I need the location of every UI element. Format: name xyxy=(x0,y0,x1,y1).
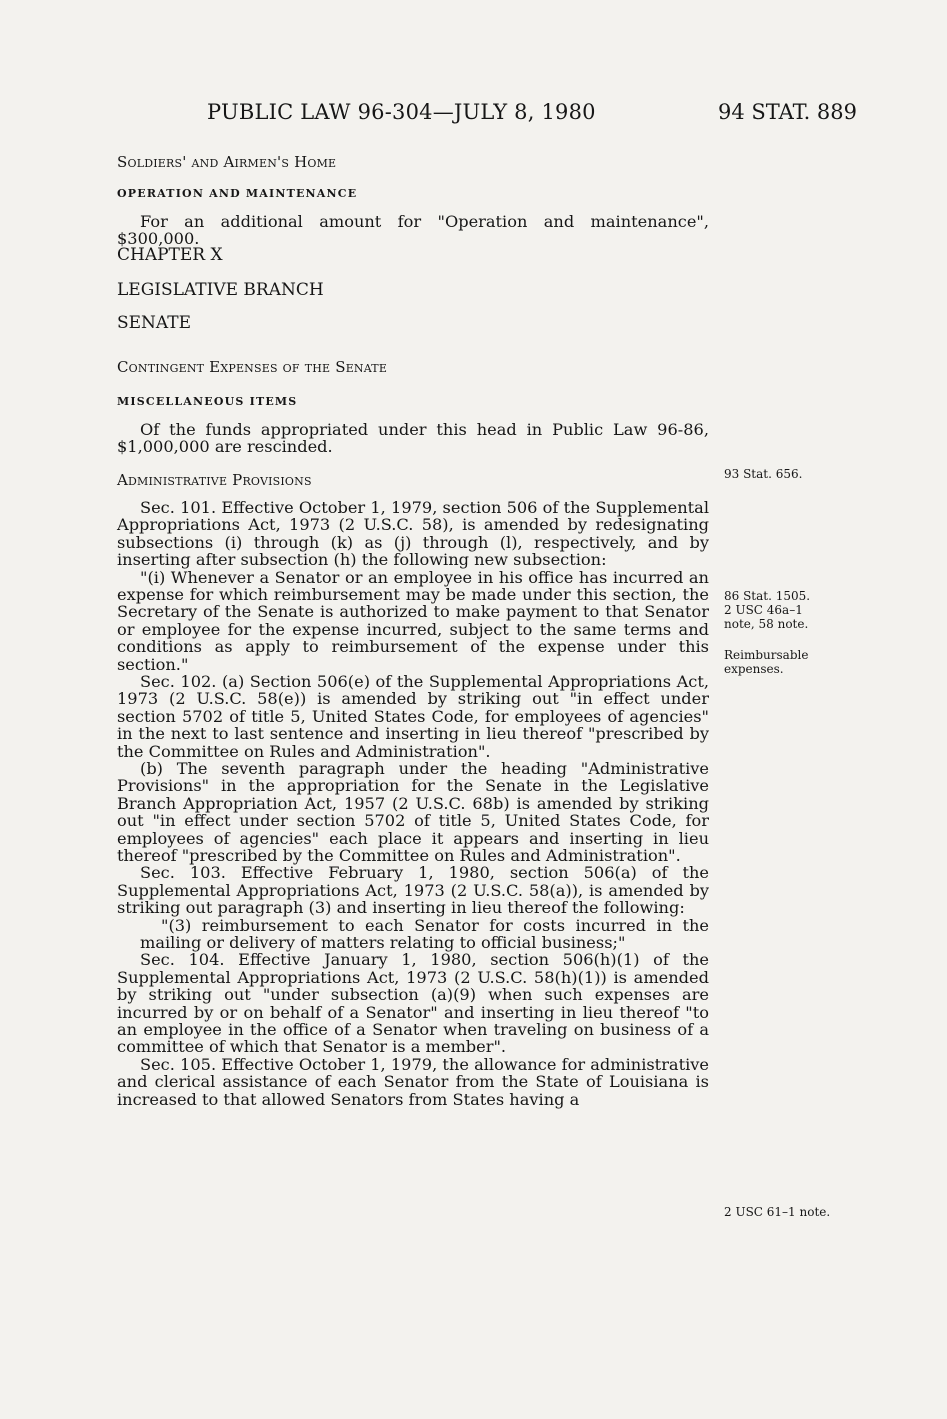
section-103-quote: "(3) reimbursement to each Senator for costs incurred in the mailing or delivery of matters relating to official business;" xyxy=(140,915,709,953)
heading-senate: SENATE xyxy=(117,313,192,334)
section-103: Sec. 103. Effective February 1, 1980, section 506(a) of the Supplemental Appropriations Act, 1973 (2 U.S.C. 58(a)), is amended by striking out paragraph (3) and inserting in lieu thereof the following: xyxy=(117,863,709,918)
section-102b: (b) The seventh paragraph under the heading "Administrative Provisions" in the appropriation for the Senate in the Legislative Branch Appropriation Act, 1957 (2 U.S.C. 68b) is amended by striking out "in effect under section 5702 of title 5, United States Code, for employees of agencies" each place it appears and inserting in lieu thereof "prescribed by the Committee on Rules and Administration". xyxy=(117,758,709,865)
heading-administrative-provisions: Administrative Provisions xyxy=(117,471,312,490)
page-header-title: PUBLIC LAW 96-304—JULY 8, 1980 xyxy=(207,100,596,124)
section-104: Sec. 104. Effective January 1, 1980, section 506(h)(1) of the Supplemental Appropriations Act, 1973 (2 U.S.C. 58(h)(1)) is amended by striking out "under subsection (a)(9) when such expenses are incurred by or on behalf of a Senator" and inserting in lieu thereof "to an employee in the office of a Senator when traveling on business of a committee of which that Senator is a member". xyxy=(117,950,709,1057)
section-105: Sec. 105. Effective October 1, 1979, the allowance for administrative and clerical assistance of each Senator from the State of Louisiana is increased to that allowed Senators from States having a xyxy=(117,1054,709,1109)
page-header-stat: 94 STAT. 889 xyxy=(718,100,858,124)
heading-legislative-branch: LEGISLATIVE BRANCH xyxy=(117,280,324,301)
heading-chapter: CHAPTER X xyxy=(117,244,223,265)
section-101-quote: "(i) Whenever a Senator or an employee in his office has incurred an expense for which reimbursement may be made under this section, the Secretary of the Senate is authorized to make payment to that Senator or employee for the expense incurred, subject to the same terms and conditions as apply to reimbursement of the expense under this section." xyxy=(117,567,709,674)
heading-contingent-expenses: Contingent Expenses of the Senate xyxy=(117,357,388,376)
heading-operation-maintenance: OPERATION AND MAINTENANCE xyxy=(117,187,358,201)
paragraph-misc: Of the funds appropriated under this head in Public Law 96-86, $1,000,000 are rescinded. xyxy=(117,419,709,457)
section-101: Sec. 101. Effective October 1, 1979, section 506 of the Supplemental Appropriations Act, 1973 (2 U.S.C. 58), is amended by redesignating subsections (i) through (k) as (j) through (l), respectively, and by inserting after subsection (h) the following new subsection: xyxy=(117,497,709,570)
section-102a: Sec. 102. (a) Section 506(e) of the Supplemental Appropriations Act, 1973 (2 U.S.C. 58(e)) is amended by striking out "in effect under section 5702 of title 5, United States Code, for employees of agencies" in the next to last sentence and inserting in lieu thereof "prescribed by the Committee on Rules and Administration". xyxy=(117,671,709,761)
paragraph-om: For an additional amount for "Operation and maintenance", $300,000. xyxy=(117,211,709,249)
heading-miscellaneous-items: MISCELLANEOUS ITEMS xyxy=(117,395,298,409)
margin-note-expenses: expenses. xyxy=(724,662,784,676)
margin-note-reimbursable: Reimbursable xyxy=(724,648,809,662)
margin-note-2usc-61: 2 USC 61–1 note. xyxy=(724,1205,831,1219)
margin-note-2usc-46a: 2 USC 46a–1 xyxy=(724,603,803,617)
heading-soldiers-home: Soldiers' and Airmen's Home xyxy=(117,153,337,171)
margin-note-86-stat: 86 Stat. 1505. xyxy=(724,589,811,603)
margin-note-58-note: note, 58 note. xyxy=(724,617,809,631)
main-text-column xyxy=(117,150,709,1108)
margin-note-93-stat: 93 Stat. 656. xyxy=(724,467,803,481)
